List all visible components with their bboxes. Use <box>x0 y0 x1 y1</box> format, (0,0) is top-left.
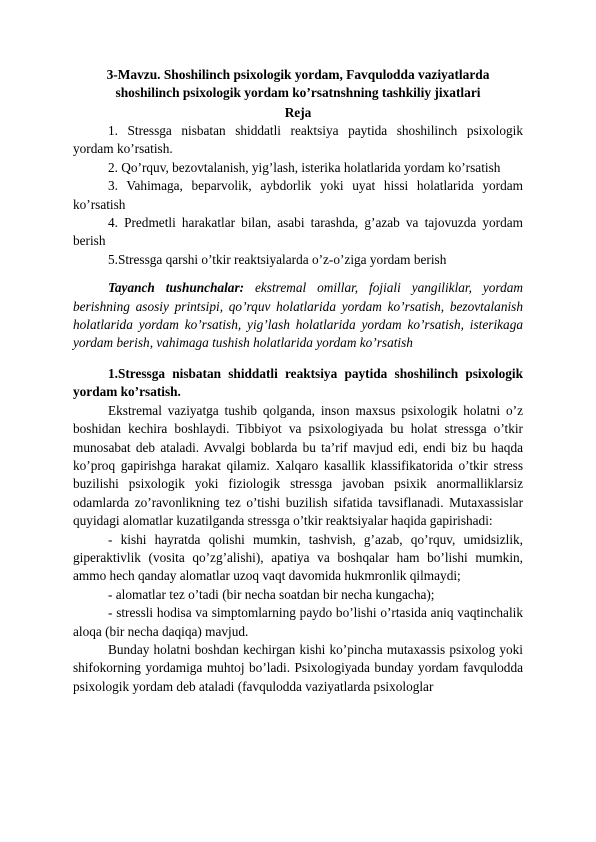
spacer <box>73 353 523 365</box>
plan-heading: Reja <box>284 105 312 120</box>
keywords-paragraph <box>73 279 523 353</box>
plan-item: 1. Stressga nisbatan shiddatli reaktsiya paytida shoshilinch psixologik yordam ko’rsatish. <box>73 123 523 157</box>
keywords-label: Tayanch tushunchalar: <box>108 280 245 296</box>
spacer <box>73 269 523 279</box>
document-title <box>73 66 523 101</box>
body-paragraph: Bunday holatni boshdan kechirgan kishi ko’pincha mutaxassis psixolog yoki shifokorning yordamiga muhtoj bo’ladi. Psixologiyada bunday yordam favqulodda psixologik yordam deb ataladi (favqulodda vaziyatlarda psixologlar <box>73 641 523 694</box>
document-content <box>73 66 523 696</box>
body-paragraph: - kishi hayratda qolishi mumkin, tashvish, g’azab, qo’rquv, umidsizlik, giperaktivlik (vosita qo’zg’alishi), apatiya va boshqalar ham bo’lishi mumkin, ammo hech qanday alomatlar uzoq vaqt davomida hukmronlik qilmaydi; <box>73 531 523 584</box>
plan-item: 5.Stressga qarshi o’tkir reaktsiyalarda o’z-o’ziga yordam berish <box>108 251 447 267</box>
plan-item: 4. Predmetli harakatlar bilan, asabi tarashda, g’azab va tajovuzda yordam berish <box>73 215 523 249</box>
plan-item: 2. Qo’rquv, bezovtalanish, yig’lash, isterika holatlarida yordam ko’rsatish <box>108 159 501 175</box>
body-paragraph: - alomatlar tez o’tadi (bir necha soatdan bir necha kungacha); <box>108 586 435 602</box>
title-line-1: 3-Mavzu. Shoshilinch psixologik yordam, Favqulodda vaziyatlarda <box>106 67 490 82</box>
body-paragraph: - stressli hodisa va simptomlarning paydo bo’lishi o’rtasida aniq vaqtinchalik aloqa (bir necha daqiqa) mavjud. <box>73 605 523 639</box>
body-paragraph: Ekstremal vaziyatga tushib qolganda, inson maxsus psixologik holatni o’z boshidan kechira boshlaydi. Tibbiyot va psixologiyada bu holat stressga o’tkir munosabat deb ataladi. Avvalgi boblarda bu ta’rif mavjud edi, endi biz bu haqda ko’proq gapirishga harakat qilamiz. Xalqaro kasallik klassifikatorida o’tkir stress buzilishi psixologik yoki fiziologik stressga javoban psixik anormalliklarsiz odamlarda zo’ravonlikning tez o’tishi buzilish sifatida tavsiflanadi. Mutaxassislar quyidagi alomatlar kuzatilganda stressga o’tkir reaktsiyalar haqida gapirishadi: <box>73 402 523 529</box>
keywords-text: ekstremal omillar, fojiali yangiliklar, yordam berishning asosiy printsipi, qo’rquv holatlarida yordam ko’rsatish, bezovtalanish holatlarida yordam ko’rsatish, yig’lash holatlarida yordam ko’rsatish, isterikaga yordam berish, vahimaga tushish holatlarida yordam ko’rsatish <box>73 280 523 351</box>
section-heading: 1.Stressga nisbatan shiddatli reaktsiya paytida shoshilinch psixologik yordam ko’rsatish. <box>73 365 523 400</box>
plan-item: 3. Vahimaga, beparvolik, aybdorlik yoki uyat hissi holatlarida yordam ko’rsatish <box>73 178 523 212</box>
title-line-2: shoshilinch psixologik yordam ko’rsatnshning tashkiliy jixatlari <box>115 84 481 100</box>
